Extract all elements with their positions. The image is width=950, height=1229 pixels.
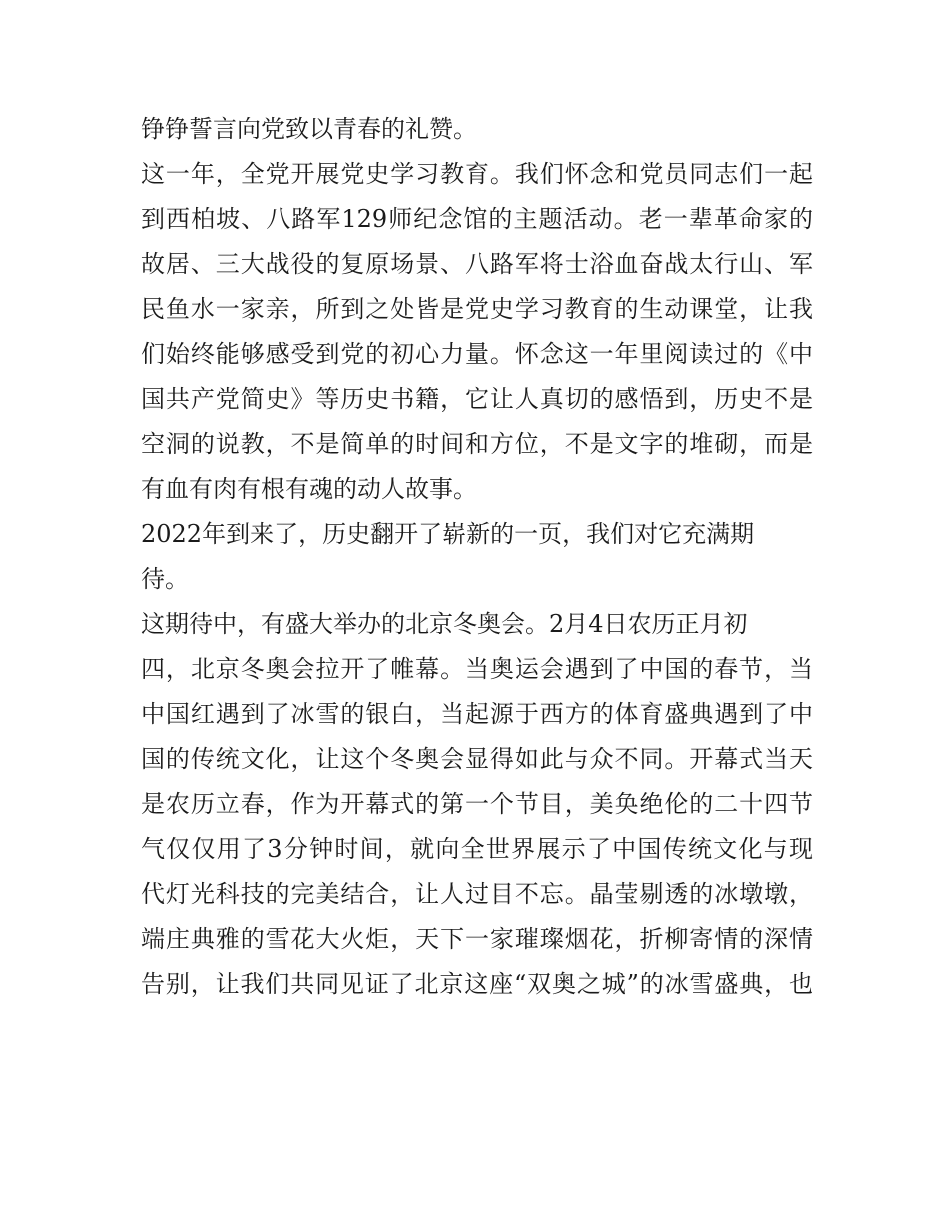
text-line: 中国红遇到了冰雪的银白，当起源于西方的体育盛典遇到了中 <box>141 700 813 728</box>
text-line: 有血有肉有根有魂的动人故事。 <box>141 475 477 503</box>
text-line: 告别，让我们共同见证了北京这座“双奥之城”的冰雪盛典，也 <box>141 970 813 998</box>
text-line: 国共产党简史》等历史书籍，它让人真切的感悟到，历史不是 <box>141 385 813 413</box>
text-line: 气仅仅用了3分钟时间，就向全世界展示了中国传统文化与现 <box>141 835 813 863</box>
text-line: 代灯光科技的完美结合，让人过目不忘。晶莹剔透的冰墩墩， <box>141 880 813 908</box>
text-line: 这期待中，有盛大举办的北京冬奥会。2月4日农历正月初 <box>141 610 748 638</box>
text-line: 这一年，全党开展党史学习教育。我们怀念和党员同志们一起 <box>141 160 813 188</box>
text-line: 待。 <box>141 565 189 593</box>
text-line: 民鱼水一家亲，所到之处皆是党史学习教育的生动课堂，让我 <box>141 295 813 323</box>
text-line: 是农历立春，作为开幕式的第一个节目，美奂绝伦的二十四节 <box>141 790 813 818</box>
text-line: 们始终能够感受到党的初心力量。怀念这一年里阅读过的《中 <box>141 340 813 368</box>
text-line: 故居、三大战役的复原场景、八路军将士浴血奋战太行山、军 <box>141 250 813 278</box>
text-line: 国的传统文化，让这个冬奥会显得如此与众不同。开幕式当天 <box>141 745 813 773</box>
text-line: 四，北京冬奥会拉开了帷幕。当奥运会遇到了中国的春节，当 <box>141 655 813 683</box>
text-line: 端庄典雅的雪花大火炬，天下一家璀璨烟花，折柳寄情的深情 <box>141 925 813 953</box>
body-text <box>141 107 813 1007</box>
text-line: 到西柏坡、八路军129师纪念馆的主题活动。老一辈革命家的 <box>141 205 813 233</box>
text-line: 2022年到来了，历史翻开了崭新的一页，我们对它充满期 <box>141 520 755 548</box>
text-line: 空洞的说教，不是简单的时间和方位，不是文字的堆砌，而是 <box>141 430 813 458</box>
text-line: 铮铮誓言向党致以青春的礼赞。 <box>141 115 477 143</box>
